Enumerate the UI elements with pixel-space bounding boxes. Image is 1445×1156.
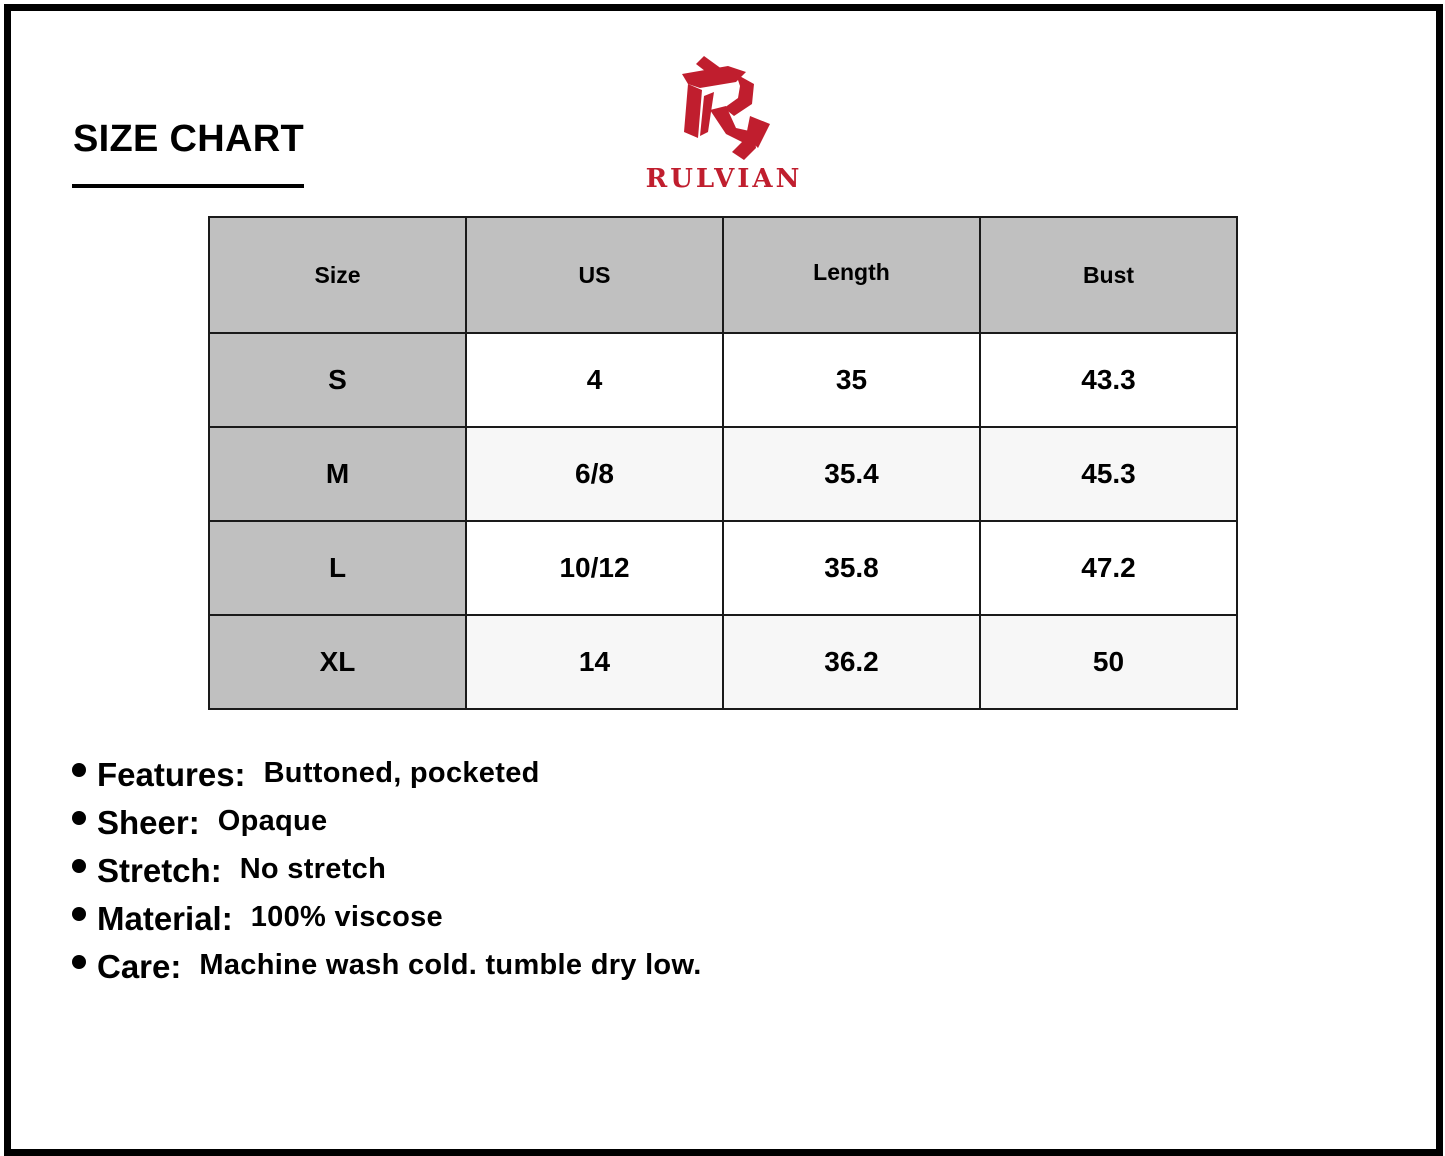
detail-label: Sheer: (97, 804, 200, 841)
length-cell: 35.4 (723, 427, 980, 521)
column-header-bust: Bust (980, 217, 1237, 333)
table-row (209, 427, 1237, 521)
table-header-row (209, 217, 1237, 333)
bust-cell: 47.2 (980, 521, 1237, 615)
detail-label: Care: (97, 948, 182, 985)
bust-cell: 45.3 (980, 427, 1237, 521)
size-cell: L (209, 521, 466, 615)
column-header-us: US (466, 217, 723, 333)
length-cell: 35.8 (723, 521, 980, 615)
table-row (209, 615, 1237, 709)
detail-value: Opaque (217, 805, 328, 837)
us-cell: 6/8 (466, 427, 723, 521)
bust-cell: 43.3 (980, 333, 1237, 427)
bullet-icon (72, 811, 86, 825)
rulvian-r-logo-icon (674, 52, 774, 164)
detail-material (72, 896, 972, 944)
bullet-icon (72, 763, 86, 777)
us-cell: 10/12 (466, 521, 723, 615)
page-title: SIZE CHART (73, 118, 304, 160)
size-cell: XL (209, 615, 466, 709)
column-header-size: Size (209, 217, 466, 333)
product-details-list (72, 752, 972, 992)
detail-value: Buttoned, pocketed (263, 757, 540, 789)
size-chart-table (208, 216, 1238, 710)
brand-logo (624, 52, 824, 202)
detail-label: Material: (97, 900, 233, 937)
length-cell: 35 (723, 333, 980, 427)
detail-sheer (72, 800, 972, 848)
detail-stretch (72, 848, 972, 896)
size-cell: S (209, 333, 466, 427)
table-row (209, 521, 1237, 615)
length-cell: 36.2 (723, 615, 980, 709)
bullet-icon (72, 907, 86, 921)
detail-label: Stretch: (97, 852, 222, 889)
us-cell: 4 (466, 333, 723, 427)
size-cell: M (209, 427, 466, 521)
column-header-length: Length (723, 217, 980, 333)
brand-wordmark: RULVIAN (645, 164, 803, 194)
detail-care (72, 944, 972, 992)
bust-cell: 50 (980, 615, 1237, 709)
bullet-icon (72, 859, 86, 873)
table-row (209, 333, 1237, 427)
detail-value: No stretch (239, 853, 387, 885)
detail-value: Machine wash cold. tumble dry low. (199, 949, 702, 981)
us-cell: 14 (466, 615, 723, 709)
bullet-icon (72, 955, 86, 969)
title-underline (72, 184, 304, 188)
detail-label: Features: (97, 756, 246, 793)
detail-value: 100% viscose (250, 901, 443, 933)
detail-features (72, 752, 972, 800)
